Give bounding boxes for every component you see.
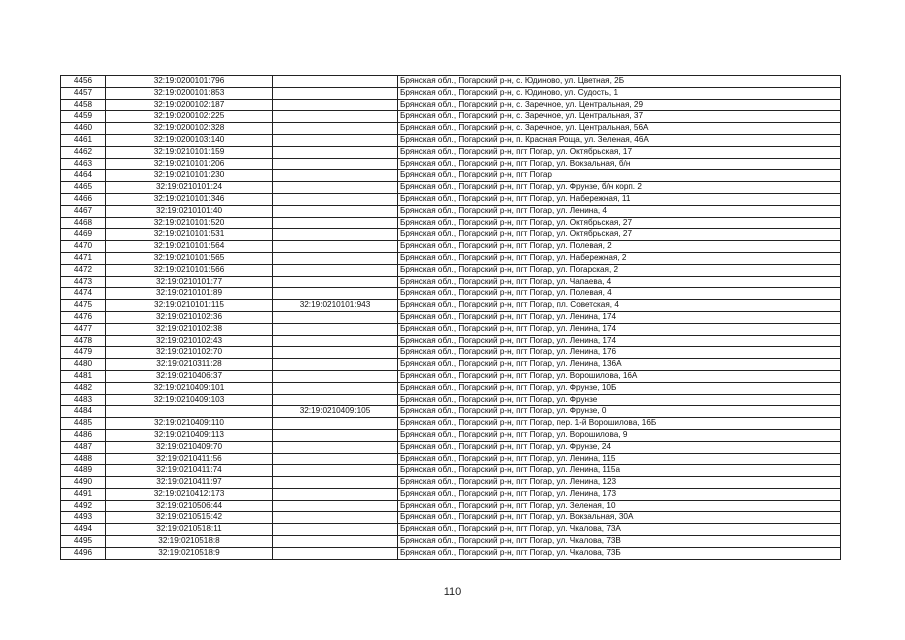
address-cell: Брянская обл., Погарский р-н, пгт Погар, ул. Вокзальная, б/н (398, 158, 841, 170)
cadastral-number-secondary (273, 252, 398, 264)
row-number: 4458 (61, 99, 106, 111)
address-cell: Брянская обл., Погарский р-н, пгт Погар, ул. Ленина, 174 (398, 323, 841, 335)
cadastral-number-secondary (273, 241, 398, 253)
cadastral-number: 32:19:0210101:564 (106, 241, 273, 253)
cadastral-number: 32:19:0210101:346 (106, 193, 273, 205)
cadastral-number: 32:19:0210102:43 (106, 335, 273, 347)
cadastral-number: 32:19:0210101:230 (106, 170, 273, 182)
address-cell: Брянская обл., Погарский р-н, пгт Погар, ул. Октябрьская, 27 (398, 217, 841, 229)
table-row (61, 370, 841, 382)
cadastral-number-secondary (273, 182, 398, 194)
table-row (61, 394, 841, 406)
table-row (61, 111, 841, 123)
cadastral-number: 32:19:0210101:531 (106, 229, 273, 241)
address-cell: Брянская обл., Погарский р-н, пгт Погар, ул. Чапаева, 4 (398, 276, 841, 288)
table-row (61, 264, 841, 276)
cadastral-number-secondary (273, 536, 398, 548)
row-number: 4464 (61, 170, 106, 182)
table-row (61, 158, 841, 170)
cadastral-number-secondary (273, 288, 398, 300)
table-row (61, 146, 841, 158)
table-row (61, 170, 841, 182)
cadastral-number: 32:19:0210101:159 (106, 146, 273, 158)
cadastral-number-secondary (273, 217, 398, 229)
cadastral-number-secondary (273, 524, 398, 536)
table-row (61, 288, 841, 300)
address-cell: Брянская обл., Погарский р-н, пгт Погар, ул. Набережная, 2 (398, 252, 841, 264)
cadastral-number-secondary (273, 418, 398, 430)
row-number: 4482 (61, 382, 106, 394)
cadastral-number-secondary (273, 76, 398, 88)
table-row (61, 134, 841, 146)
row-number: 4466 (61, 193, 106, 205)
table-row (61, 229, 841, 241)
cadastral-number-secondary (273, 359, 398, 371)
table-row (61, 500, 841, 512)
cadastral-number: 32:19:0200101:853 (106, 87, 273, 99)
cadastral-number-secondary (273, 99, 398, 111)
table-row (61, 382, 841, 394)
row-number: 4481 (61, 370, 106, 382)
table-row (61, 335, 841, 347)
cadastral-number-secondary (273, 547, 398, 559)
row-number: 4488 (61, 453, 106, 465)
address-cell: Брянская обл., Погарский р-н, пгт Погар, ул. Вокзальная, 30А (398, 512, 841, 524)
table-row (61, 193, 841, 205)
table-row (61, 205, 841, 217)
address-cell: Брянская обл., Погарский р-н, пгт Погар, ул. Полевая, 4 (398, 288, 841, 300)
cadastral-number-secondary (273, 429, 398, 441)
cadastral-number: 32:19:0210101:115 (106, 300, 273, 312)
table-row (61, 241, 841, 253)
cadastral-number-secondary (273, 347, 398, 359)
address-cell: Брянская обл., Погарский р-н, пгт Погар, пл. Советская, 4 (398, 300, 841, 312)
table-row (61, 418, 841, 430)
address-cell: Брянская обл., Погарский р-н, пгт Погар, ул. Чкалова, 73Б (398, 547, 841, 559)
cadastral-number-secondary (273, 488, 398, 500)
row-number: 4492 (61, 500, 106, 512)
table-row (61, 465, 841, 477)
cadastral-number-secondary (273, 229, 398, 241)
cadastral-number: 32:19:0200102:328 (106, 123, 273, 135)
table-row (61, 276, 841, 288)
table-row (61, 477, 841, 489)
row-number: 4494 (61, 524, 106, 536)
cadastral-number: 32:19:0210409:113 (106, 429, 273, 441)
address-cell: Брянская обл., Погарский р-н, пгт Погар, ул. Ворошилова, 9 (398, 429, 841, 441)
cadastral-number: 32:19:0210409:70 (106, 441, 273, 453)
row-number: 4496 (61, 547, 106, 559)
row-number: 4463 (61, 158, 106, 170)
cadastral-number-secondary (273, 311, 398, 323)
address-cell: Брянская обл., Погарский р-н, пгт Погар, ул. Погарская, 2 (398, 264, 841, 276)
table-row (61, 429, 841, 441)
row-number: 4493 (61, 512, 106, 524)
table-row (61, 406, 841, 418)
cadastral-number-secondary (273, 134, 398, 146)
cadastral-number: 32:19:0200102:225 (106, 111, 273, 123)
address-cell: Брянская обл., Погарский р-н, пгт Погар, ул. Полевая, 2 (398, 241, 841, 253)
row-number: 4476 (61, 311, 106, 323)
table-row (61, 512, 841, 524)
table-row (61, 547, 841, 559)
cadastral-number: 32:19:0210311:28 (106, 359, 273, 371)
address-cell: Брянская обл., Погарский р-н, пгт Погар, ул. Ленина, 115а (398, 465, 841, 477)
cadastral-number-secondary (273, 370, 398, 382)
address-cell: Брянская обл., Погарский р-н, пгт Погар, ул. Фрунзе, б/н корп. 2 (398, 182, 841, 194)
table-row (61, 311, 841, 323)
cadastral-number-secondary: 32:19:0210101:943 (273, 300, 398, 312)
cadastral-number: 32:19:0210102:70 (106, 347, 273, 359)
cadastral-number-secondary (273, 323, 398, 335)
table-row (61, 99, 841, 111)
address-cell: Брянская обл., Погарский р-н, п. Красная Роща, ул. Зеленая, 46А (398, 134, 841, 146)
address-cell: Брянская обл., Погарский р-н, с. Юдиново, ул. Цветная, 2Б (398, 76, 841, 88)
table-row (61, 359, 841, 371)
row-number: 4484 (61, 406, 106, 418)
address-cell: Брянская обл., Погарский р-н, с. Заречное, ул. Центральная, 56А (398, 123, 841, 135)
row-number: 4467 (61, 205, 106, 217)
row-number: 4486 (61, 429, 106, 441)
table-row (61, 182, 841, 194)
cadastral-number: 32:19:0210506:44 (106, 500, 273, 512)
cadastral-number-secondary (273, 111, 398, 123)
table-row (61, 347, 841, 359)
row-number: 4460 (61, 123, 106, 135)
cadastral-number-secondary (273, 193, 398, 205)
row-number: 4490 (61, 477, 106, 489)
table-row (61, 217, 841, 229)
cadastral-number: 32:19:0210102:38 (106, 323, 273, 335)
row-number: 4468 (61, 217, 106, 229)
cadastral-number-secondary (273, 512, 398, 524)
address-cell: Брянская обл., Погарский р-н, пгт Погар, ул. Фрунзе (398, 394, 841, 406)
cadastral-number-secondary (273, 87, 398, 99)
address-cell: Брянская обл., Погарский р-н, пгт Погар, ул. Чкалова, 73А (398, 524, 841, 536)
address-cell: Брянская обл., Погарский р-н, пгт Погар, пер. 1-й Ворошилова, 16Б (398, 418, 841, 430)
row-number: 4491 (61, 488, 106, 500)
address-cell: Брянская обл., Погарский р-н, пгт Погар, ул. Зеленая, 10 (398, 500, 841, 512)
table-body (61, 76, 841, 560)
cadastral-number: 32:19:0210101:89 (106, 288, 273, 300)
cadastral-number: 32:19:0210409:103 (106, 394, 273, 406)
address-cell: Брянская обл., Погарский р-н, пгт Погар, ул. Фрунзе, 0 (398, 406, 841, 418)
cadastral-number (106, 406, 273, 418)
row-number: 4477 (61, 323, 106, 335)
address-cell: Брянская обл., Погарский р-н, пгт Погар, ул. Ленина, 4 (398, 205, 841, 217)
cadastral-number-secondary (273, 441, 398, 453)
row-number: 4465 (61, 182, 106, 194)
row-number: 4470 (61, 241, 106, 253)
row-number: 4461 (61, 134, 106, 146)
address-cell: Брянская обл., Погарский р-н, пгт Погар, ул. Октябрьская, 27 (398, 229, 841, 241)
row-number: 4462 (61, 146, 106, 158)
cadastral-number-secondary (273, 500, 398, 512)
cadastral-number: 32:19:0210411:56 (106, 453, 273, 465)
address-cell: Брянская обл., Погарский р-н, пгт Погар, ул. Набережная, 11 (398, 193, 841, 205)
row-number: 4483 (61, 394, 106, 406)
address-cell: Брянская обл., Погарский р-н, с. Заречное, ул. Центральная, 29 (398, 99, 841, 111)
cadastral-number: 32:19:0210515:42 (106, 512, 273, 524)
cadastral-number: 32:19:0210409:110 (106, 418, 273, 430)
property-table (60, 75, 841, 560)
address-cell: Брянская обл., Погарский р-н, пгт Погар, ул. Ленина, 174 (398, 311, 841, 323)
address-cell: Брянская обл., Погарский р-н, с. Юдиново, ул. Судость, 1 (398, 87, 841, 99)
table-row (61, 87, 841, 99)
address-cell: Брянская обл., Погарский р-н, с. Заречное, ул. Центральная, 37 (398, 111, 841, 123)
cadastral-number: 32:19:0210411:74 (106, 465, 273, 477)
cadastral-number: 32:19:0210101:565 (106, 252, 273, 264)
cadastral-number: 32:19:0210101:40 (106, 205, 273, 217)
address-cell: Брянская обл., Погарский р-н, пгт Погар, ул. Чкалова, 73В (398, 536, 841, 548)
cadastral-number-secondary: 32:19:0210409:105 (273, 406, 398, 418)
row-number: 4479 (61, 347, 106, 359)
cadastral-number-secondary (273, 335, 398, 347)
row-number: 4495 (61, 536, 106, 548)
row-number: 4480 (61, 359, 106, 371)
cadastral-number: 32:19:0210412:173 (106, 488, 273, 500)
row-number: 4473 (61, 276, 106, 288)
table-row (61, 536, 841, 548)
address-cell: Брянская обл., Погарский р-н, пгт Погар, ул. Фрунзе, 24 (398, 441, 841, 453)
cadastral-number: 32:19:0200101:796 (106, 76, 273, 88)
row-number: 4471 (61, 252, 106, 264)
address-cell: Брянская обл., Погарский р-н, пгт Погар, ул. Ленина, 174 (398, 335, 841, 347)
row-number: 4469 (61, 229, 106, 241)
row-number: 4457 (61, 87, 106, 99)
page-number: 110 (443, 586, 462, 598)
address-cell: Брянская обл., Погарский р-н, пгт Погар, ул. Ленина, 123 (398, 477, 841, 489)
cadastral-number: 32:19:0210411:97 (106, 477, 273, 489)
address-cell: Брянская обл., Погарский р-н, пгт Погар, ул. Ленина, 136А (398, 359, 841, 371)
address-cell: Брянская обл., Погарский р-н, пгт Погар, ул. Фрунзе, 10Б (398, 382, 841, 394)
address-cell: Брянская обл., Погарский р-н, пгт Погар, ул. Ворошилова, 16А (398, 370, 841, 382)
cadastral-number-secondary (273, 477, 398, 489)
address-cell: Брянская обл., Погарский р-н, пгт Погар, ул. Октябрьская, 17 (398, 146, 841, 158)
cadastral-number-secondary (273, 146, 398, 158)
row-number: 4475 (61, 300, 106, 312)
table-row (61, 76, 841, 88)
address-cell: Брянская обл., Погарский р-н, пгт Погар, ул. Ленина, 173 (398, 488, 841, 500)
row-number: 4485 (61, 418, 106, 430)
cadastral-number-secondary (273, 170, 398, 182)
row-number: 4474 (61, 288, 106, 300)
table-row (61, 441, 841, 453)
cadastral-number-secondary (273, 453, 398, 465)
cadastral-number-secondary (273, 394, 398, 406)
row-number: 4456 (61, 76, 106, 88)
table-row (61, 524, 841, 536)
cadastral-number: 32:19:0210518:8 (106, 536, 273, 548)
table-row (61, 123, 841, 135)
cadastral-number: 32:19:0200102:187 (106, 99, 273, 111)
cadastral-number: 32:19:0210101:24 (106, 182, 273, 194)
row-number: 4459 (61, 111, 106, 123)
cadastral-number-secondary (273, 205, 398, 217)
cadastral-number: 32:19:0200103:140 (106, 134, 273, 146)
cadastral-number: 32:19:0210518:9 (106, 547, 273, 559)
cadastral-number: 32:19:0210102:36 (106, 311, 273, 323)
cadastral-number: 32:19:0210406:37 (106, 370, 273, 382)
cadastral-number: 32:19:0210101:206 (106, 158, 273, 170)
address-cell: Брянская обл., Погарский р-н, пгт Погар (398, 170, 841, 182)
cadastral-number: 32:19:0210101:77 (106, 276, 273, 288)
cadastral-number: 32:19:0210518:11 (106, 524, 273, 536)
cadastral-number: 32:19:0210409:101 (106, 382, 273, 394)
cadastral-number-secondary (273, 264, 398, 276)
table-row (61, 323, 841, 335)
table-row (61, 453, 841, 465)
cadastral-number: 32:19:0210101:566 (106, 264, 273, 276)
cadastral-number-secondary (273, 158, 398, 170)
row-number: 4489 (61, 465, 106, 477)
address-cell: Брянская обл., Погарский р-н, пгт Погар, ул. Ленина, 115 (398, 453, 841, 465)
table-row (61, 252, 841, 264)
row-number: 4472 (61, 264, 106, 276)
cadastral-number-secondary (273, 382, 398, 394)
cadastral-number-secondary (273, 465, 398, 477)
row-number: 4487 (61, 441, 106, 453)
cadastral-number-secondary (273, 276, 398, 288)
address-cell: Брянская обл., Погарский р-н, пгт Погар, ул. Ленина, 176 (398, 347, 841, 359)
table-row (61, 488, 841, 500)
table-row (61, 300, 841, 312)
row-number: 4478 (61, 335, 106, 347)
cadastral-number: 32:19:0210101:520 (106, 217, 273, 229)
cadastral-number-secondary (273, 123, 398, 135)
